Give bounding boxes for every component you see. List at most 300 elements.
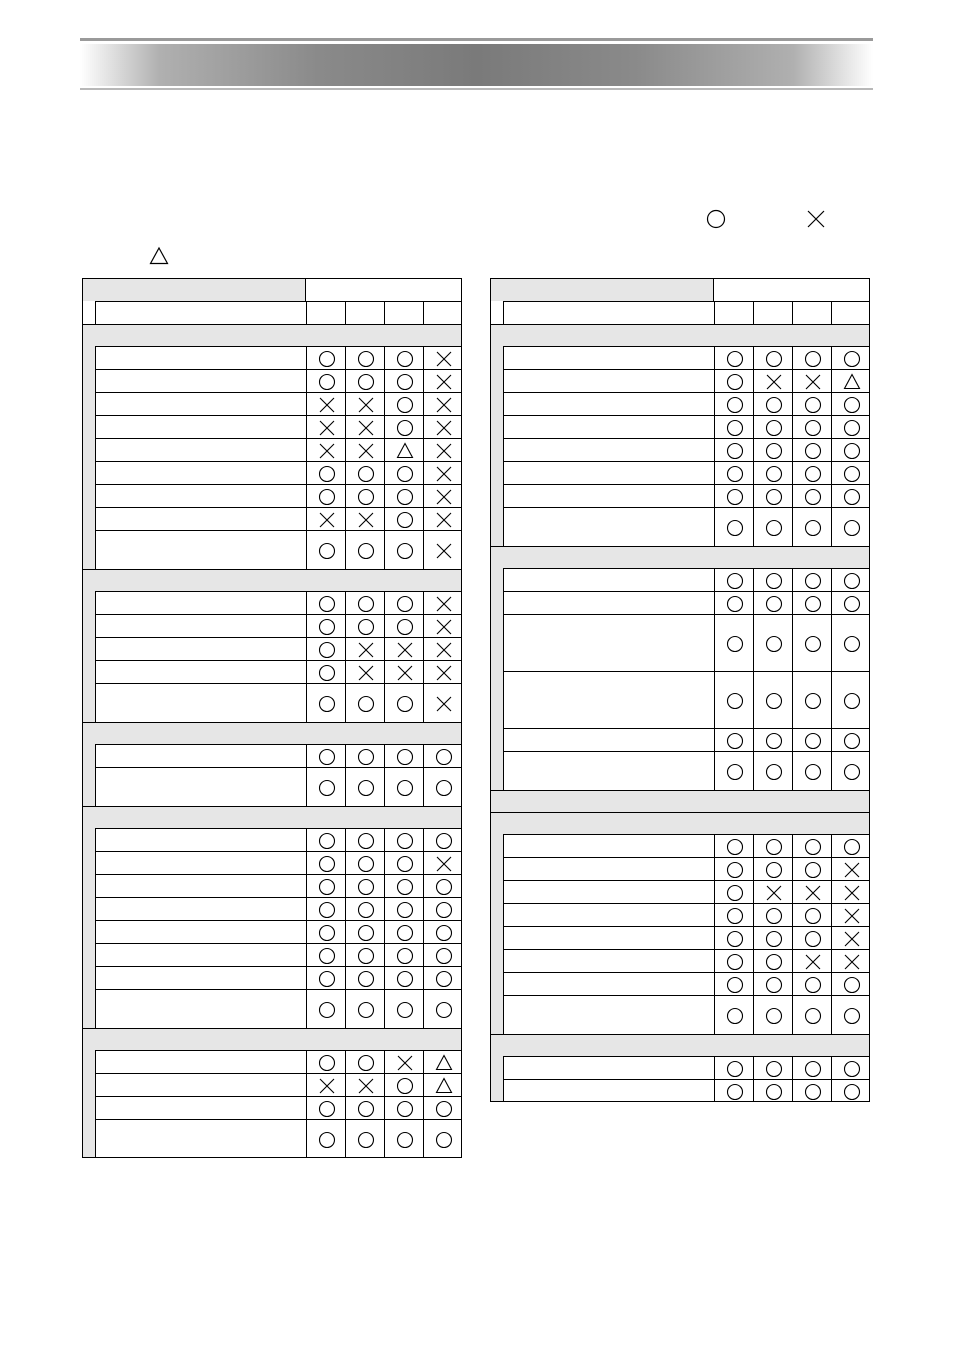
mark-cell — [384, 920, 423, 943]
section-gutter — [82, 1050, 95, 1158]
circle-icon — [765, 953, 783, 971]
mark-cell — [792, 857, 831, 880]
circle-icon — [396, 748, 414, 766]
cross-icon — [435, 511, 453, 529]
circle-icon — [396, 901, 414, 919]
circle-icon — [318, 878, 336, 896]
legend-circle-icon — [706, 209, 726, 229]
circle-icon — [318, 664, 336, 682]
circle-icon — [357, 542, 375, 560]
row-label-cell — [95, 461, 306, 484]
circle-icon — [765, 692, 783, 710]
circle-icon — [357, 1100, 375, 1118]
mark-cell — [306, 637, 345, 660]
circle-icon — [357, 595, 375, 613]
circle-icon — [765, 1060, 783, 1078]
mark-cell — [714, 671, 753, 728]
row-label-cell — [95, 744, 306, 767]
row-label-cell — [503, 591, 714, 614]
row-label-cell — [95, 484, 306, 507]
mark-cell — [306, 744, 345, 767]
mark-cell — [345, 346, 384, 369]
mark-cell — [831, 614, 870, 671]
circle-icon — [843, 838, 861, 856]
mark-cell — [423, 369, 462, 392]
mark-cell — [753, 857, 792, 880]
cross-icon — [843, 930, 861, 948]
mark-cell — [753, 461, 792, 484]
mark-cell — [792, 903, 831, 926]
circle-icon — [357, 970, 375, 988]
circle-icon — [396, 1100, 414, 1118]
cross-icon — [318, 511, 336, 529]
cross-icon — [843, 953, 861, 971]
mark-cell — [423, 874, 462, 897]
header-sub-label-cell — [95, 301, 306, 324]
circle-icon — [765, 838, 783, 856]
mark-cell — [714, 926, 753, 949]
mark-cell — [753, 568, 792, 591]
circle-icon — [318, 924, 336, 942]
mark-cell — [831, 507, 870, 546]
circle-icon — [804, 907, 822, 925]
circle-icon — [396, 396, 414, 414]
circle-icon — [726, 396, 744, 414]
circle-icon — [726, 953, 744, 971]
cross-icon — [435, 855, 453, 873]
circle-icon — [357, 695, 375, 713]
circle-icon — [765, 595, 783, 613]
mark-cell — [384, 1096, 423, 1119]
circle-icon — [318, 350, 336, 368]
circle-icon — [726, 861, 744, 879]
circle-icon — [726, 884, 744, 902]
cross-icon — [357, 511, 375, 529]
cross-icon — [435, 488, 453, 506]
mark-cell — [714, 972, 753, 995]
cross-icon — [357, 641, 375, 659]
row-label-cell — [503, 751, 714, 790]
circle-icon — [318, 1131, 336, 1149]
circle-icon — [318, 832, 336, 850]
mark-cell — [792, 507, 831, 546]
mark-cell — [753, 614, 792, 671]
circle-icon — [396, 1001, 414, 1019]
circle-icon — [726, 419, 744, 437]
row-label-cell — [503, 903, 714, 926]
mark-cell — [423, 438, 462, 461]
section-header-band — [490, 324, 870, 346]
mark-cell — [384, 943, 423, 966]
mark-cell — [753, 880, 792, 903]
row-label-cell — [95, 346, 306, 369]
mark-cell — [345, 920, 384, 943]
mark-cell — [714, 392, 753, 415]
circle-icon — [357, 855, 375, 873]
circle-icon — [765, 1083, 783, 1101]
mark-cell — [831, 880, 870, 903]
mark-cell — [753, 671, 792, 728]
circle-icon — [435, 832, 453, 850]
circle-icon — [435, 901, 453, 919]
circle-icon — [843, 442, 861, 460]
circle-icon — [396, 488, 414, 506]
mark-cell — [384, 874, 423, 897]
circle-icon — [843, 419, 861, 437]
mark-cell — [831, 972, 870, 995]
circle-icon — [765, 350, 783, 368]
row-label-cell — [503, 392, 714, 415]
circle-icon — [435, 1100, 453, 1118]
mark-cell — [345, 897, 384, 920]
circle-icon — [435, 947, 453, 965]
mark-cell — [345, 614, 384, 637]
mark-cell — [423, 591, 462, 614]
circle-icon — [804, 488, 822, 506]
mark-cell — [831, 751, 870, 790]
mark-cell — [384, 897, 423, 920]
mark-cell — [345, 683, 384, 722]
cross-icon — [396, 1054, 414, 1072]
section-header-band — [82, 569, 462, 591]
mark-cell — [345, 943, 384, 966]
circle-icon — [726, 1007, 744, 1025]
circle-icon — [357, 1131, 375, 1149]
circle-icon — [843, 350, 861, 368]
mark-cell — [831, 369, 870, 392]
mark-cell — [306, 683, 345, 722]
mark-cell — [831, 484, 870, 507]
row-label-cell — [95, 966, 306, 989]
mark-cell — [714, 614, 753, 671]
circle-icon — [396, 542, 414, 560]
mark-cell — [792, 834, 831, 857]
mark-cell — [831, 995, 870, 1034]
circle-icon — [435, 970, 453, 988]
cross-icon — [435, 465, 453, 483]
circle-icon — [318, 641, 336, 659]
mark-cell — [423, 767, 462, 806]
cross-icon — [435, 396, 453, 414]
circle-icon — [357, 878, 375, 896]
cross-icon — [396, 664, 414, 682]
cross-icon — [765, 884, 783, 902]
circle-icon — [843, 692, 861, 710]
circle-icon — [357, 618, 375, 636]
mark-cell — [345, 828, 384, 851]
mark-cell — [384, 461, 423, 484]
mark-cell — [306, 461, 345, 484]
mark-cell — [792, 484, 831, 507]
mark-cell — [345, 369, 384, 392]
cross-icon — [357, 1077, 375, 1095]
header-sub-label-cell — [503, 301, 714, 324]
mark-cell — [792, 591, 831, 614]
row-label-cell — [95, 1050, 306, 1073]
mark-cell — [345, 484, 384, 507]
cross-icon — [318, 419, 336, 437]
circle-icon — [843, 465, 861, 483]
circle-icon — [435, 878, 453, 896]
circle-icon — [765, 930, 783, 948]
circle-icon — [318, 595, 336, 613]
cross-icon — [396, 641, 414, 659]
mark-cell — [714, 461, 753, 484]
circle-icon — [357, 901, 375, 919]
circle-icon — [318, 970, 336, 988]
mark-cell — [714, 995, 753, 1034]
row-label-cell — [95, 392, 306, 415]
mark-cell — [714, 484, 753, 507]
mark-cell — [714, 507, 753, 546]
mark-cell — [423, 1073, 462, 1096]
circle-icon — [804, 465, 822, 483]
circle-icon — [804, 519, 822, 537]
mark-cell — [831, 568, 870, 591]
circle-icon — [357, 465, 375, 483]
mark-cell — [384, 767, 423, 806]
circle-icon — [765, 465, 783, 483]
mark-cell — [423, 461, 462, 484]
section-header-band — [82, 806, 462, 828]
header-group-cell — [714, 278, 870, 301]
row-label-cell — [503, 1056, 714, 1079]
mark-cell — [753, 415, 792, 438]
row-label-cell — [503, 568, 714, 591]
cross-icon — [318, 396, 336, 414]
mark-cell — [423, 530, 462, 569]
cross-icon — [435, 350, 453, 368]
mark-cell — [831, 857, 870, 880]
mark-cell — [423, 392, 462, 415]
cross-icon — [804, 373, 822, 391]
circle-icon — [318, 542, 336, 560]
mark-cell — [753, 1056, 792, 1079]
row-label-cell — [95, 1096, 306, 1119]
circle-icon — [765, 907, 783, 925]
circle-icon — [318, 855, 336, 873]
mark-cell — [306, 591, 345, 614]
column-header-cell — [423, 301, 462, 324]
mark-cell — [753, 728, 792, 751]
mark-cell — [831, 671, 870, 728]
triangle-icon — [435, 1054, 453, 1072]
circle-icon — [396, 511, 414, 529]
circle-icon — [804, 572, 822, 590]
circle-icon — [726, 732, 744, 750]
row-label-cell — [503, 346, 714, 369]
circle-icon — [726, 838, 744, 856]
mark-cell — [345, 1096, 384, 1119]
row-label-cell — [95, 637, 306, 660]
circle-icon — [396, 595, 414, 613]
circle-icon — [726, 1060, 744, 1078]
row-label-cell — [95, 920, 306, 943]
mark-cell — [714, 369, 753, 392]
row-label-cell — [503, 614, 714, 671]
section-header-band — [490, 1034, 870, 1056]
circle-icon — [804, 692, 822, 710]
mark-cell — [345, 989, 384, 1028]
circle-icon — [318, 1100, 336, 1118]
circle-icon — [843, 519, 861, 537]
mark-cell — [792, 995, 831, 1034]
mark-cell — [423, 828, 462, 851]
circle-icon — [843, 976, 861, 994]
mark-cell — [423, 744, 462, 767]
mark-cell — [831, 415, 870, 438]
row-label-cell — [503, 507, 714, 546]
circle-icon — [765, 732, 783, 750]
mark-cell — [306, 828, 345, 851]
row-label-cell — [95, 507, 306, 530]
row-label-cell — [95, 767, 306, 806]
circle-icon — [843, 396, 861, 414]
section-gutter — [82, 828, 95, 1028]
mark-cell — [423, 346, 462, 369]
row-label-cell — [95, 415, 306, 438]
circle-icon — [726, 442, 744, 460]
mark-cell — [384, 1073, 423, 1096]
circle-icon — [357, 832, 375, 850]
section-gutter — [490, 568, 503, 790]
circle-icon — [396, 924, 414, 942]
mark-cell — [306, 851, 345, 874]
mark-cell — [714, 949, 753, 972]
circle-icon — [804, 595, 822, 613]
row-label-cell — [95, 530, 306, 569]
mark-cell — [423, 920, 462, 943]
cross-icon — [435, 695, 453, 713]
right-compatibility-table — [490, 278, 870, 1102]
circle-icon — [357, 924, 375, 942]
mark-cell — [384, 614, 423, 637]
row-label-cell — [503, 880, 714, 903]
circle-icon — [765, 1007, 783, 1025]
circle-icon — [804, 1060, 822, 1078]
mark-cell — [792, 438, 831, 461]
mark-cell — [714, 857, 753, 880]
row-label-cell — [503, 926, 714, 949]
row-label-cell — [503, 415, 714, 438]
row-label-cell — [95, 874, 306, 897]
mark-cell — [345, 744, 384, 767]
mark-cell — [384, 484, 423, 507]
mark-cell — [753, 507, 792, 546]
circle-icon — [435, 924, 453, 942]
mark-cell — [753, 438, 792, 461]
triangle-icon — [843, 373, 861, 391]
row-label-cell — [503, 949, 714, 972]
mark-cell — [306, 346, 345, 369]
circle-icon — [357, 1054, 375, 1072]
cross-icon — [435, 373, 453, 391]
circle-icon — [765, 763, 783, 781]
circle-icon — [804, 1007, 822, 1025]
mark-cell — [753, 903, 792, 926]
circle-icon — [843, 635, 861, 653]
mark-cell — [306, 1096, 345, 1119]
section-header-band — [490, 546, 870, 568]
circle-icon — [318, 947, 336, 965]
row-label-cell — [95, 897, 306, 920]
mark-cell — [714, 903, 753, 926]
circle-icon — [726, 519, 744, 537]
column-header-cell — [306, 301, 345, 324]
mark-cell — [831, 728, 870, 751]
cross-icon — [843, 907, 861, 925]
mark-cell — [306, 614, 345, 637]
circle-icon — [804, 635, 822, 653]
circle-icon — [396, 1131, 414, 1149]
mark-cell — [345, 1119, 384, 1158]
mark-cell — [792, 568, 831, 591]
mark-cell — [792, 346, 831, 369]
mark-cell — [753, 751, 792, 790]
circle-icon — [726, 465, 744, 483]
circle-icon — [435, 748, 453, 766]
section-gutter — [82, 744, 95, 806]
circle-icon — [435, 779, 453, 797]
circle-icon — [804, 838, 822, 856]
mark-cell — [306, 1119, 345, 1158]
mark-cell — [306, 874, 345, 897]
circle-icon — [765, 572, 783, 590]
row-label-cell — [503, 671, 714, 728]
circle-icon — [804, 976, 822, 994]
circle-icon — [435, 1001, 453, 1019]
mark-cell — [345, 767, 384, 806]
circle-icon — [396, 419, 414, 437]
mark-cell — [306, 415, 345, 438]
mark-cell — [423, 637, 462, 660]
mark-cell — [384, 415, 423, 438]
mark-cell — [345, 507, 384, 530]
cross-icon — [318, 1077, 336, 1095]
mark-cell — [384, 744, 423, 767]
triangle-icon — [435, 1077, 453, 1095]
mark-cell — [423, 507, 462, 530]
mark-cell — [423, 1096, 462, 1119]
mark-cell — [753, 369, 792, 392]
mark-cell — [384, 637, 423, 660]
mark-cell — [714, 834, 753, 857]
mark-cell — [384, 346, 423, 369]
circle-icon — [396, 465, 414, 483]
row-label-cell — [503, 728, 714, 751]
mark-cell — [306, 530, 345, 569]
mark-cell — [753, 949, 792, 972]
mark-cell — [306, 1073, 345, 1096]
cross-icon — [357, 442, 375, 460]
circle-icon — [843, 1007, 861, 1025]
mark-cell — [792, 751, 831, 790]
row-label-cell — [95, 591, 306, 614]
section-header-band — [490, 812, 870, 834]
mark-cell — [753, 484, 792, 507]
mark-cell — [792, 1079, 831, 1102]
mark-cell — [831, 591, 870, 614]
mark-cell — [792, 972, 831, 995]
mark-cell — [306, 484, 345, 507]
mark-cell — [792, 926, 831, 949]
section-gutter — [490, 346, 503, 546]
mark-cell — [345, 415, 384, 438]
circle-icon — [318, 465, 336, 483]
circle-icon — [396, 350, 414, 368]
mark-cell — [306, 966, 345, 989]
mark-cell — [384, 591, 423, 614]
